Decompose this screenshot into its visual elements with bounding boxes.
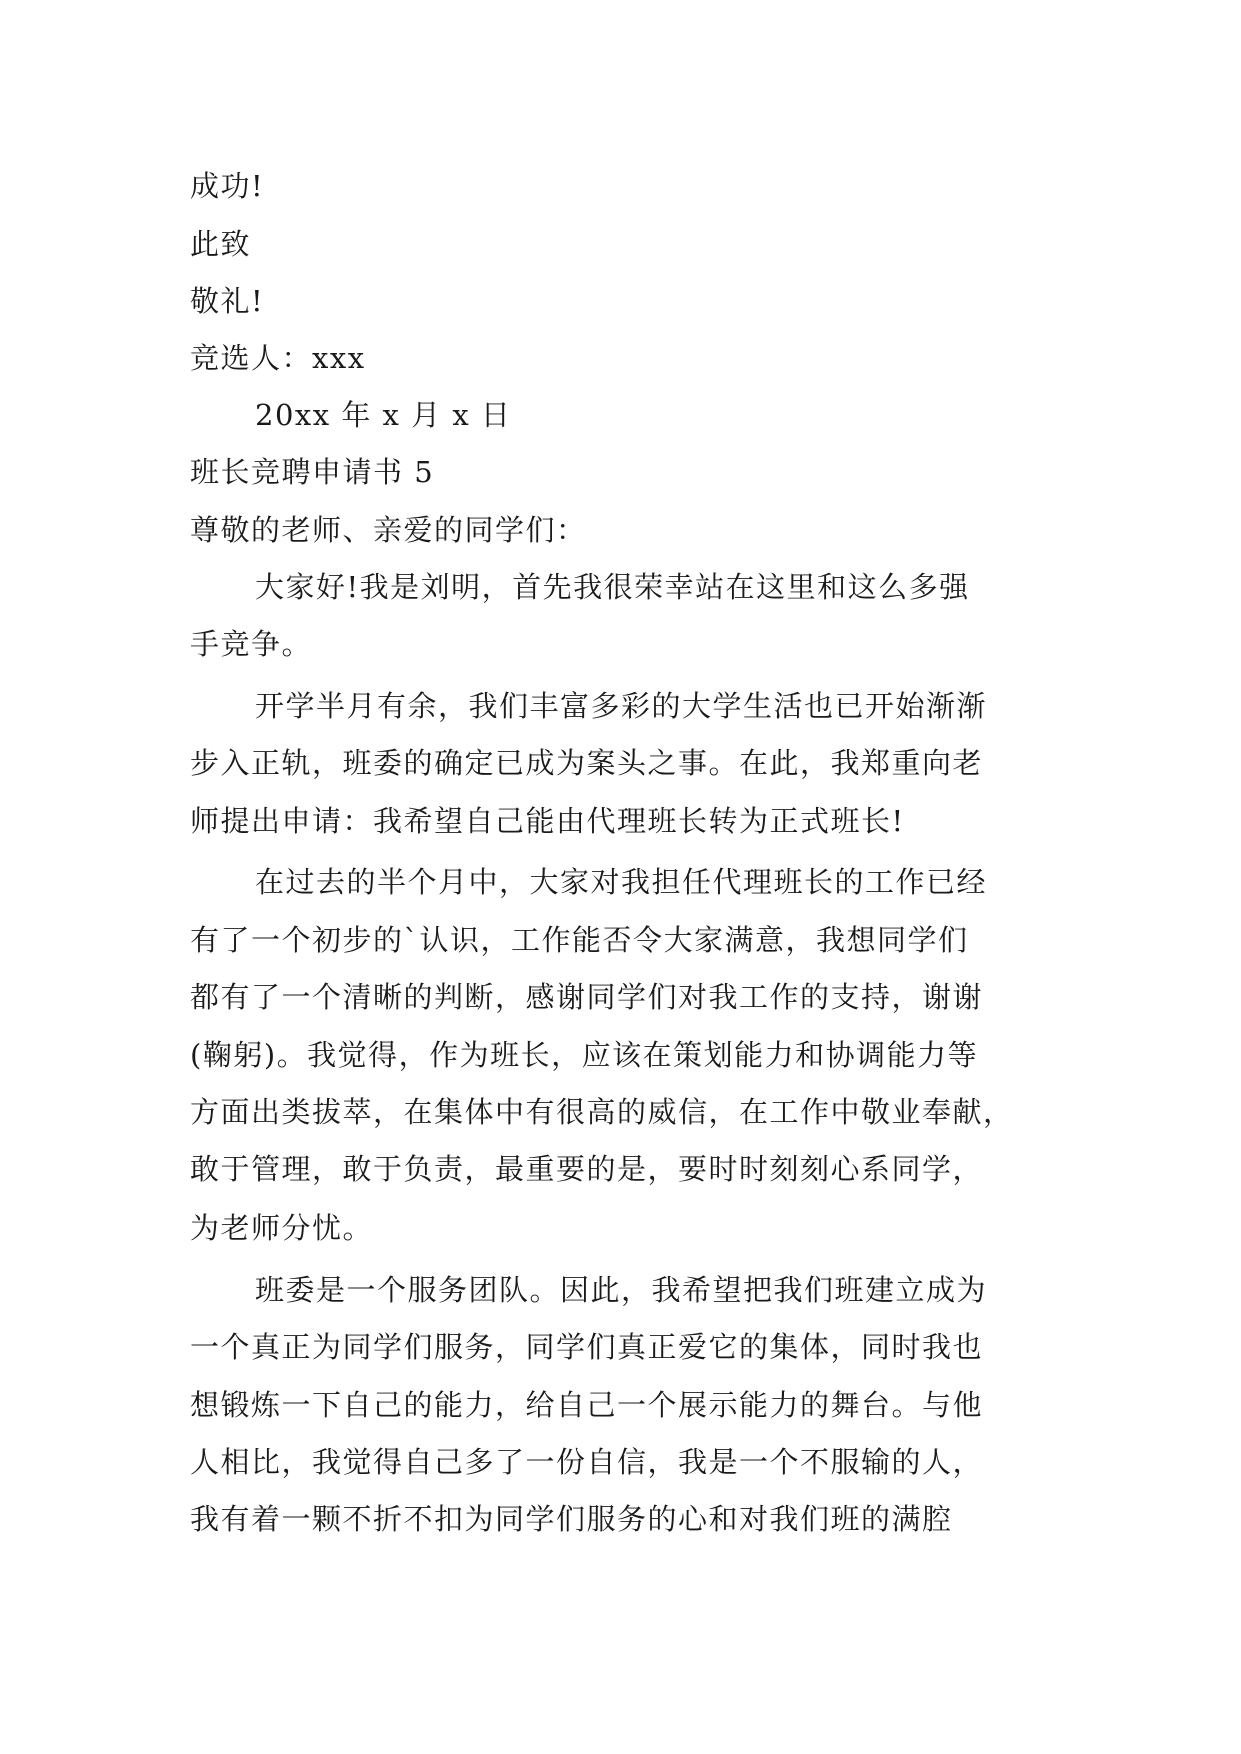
closing-line-success: 成功!: [190, 169, 265, 203]
closing-line-cizhi: 此致: [190, 227, 252, 261]
body-line: 为老师分忧。: [190, 1211, 374, 1245]
body-line: 有了一个初步的`认识，工作能否令大家满意，我想同学们: [190, 923, 969, 957]
body-line: 都有了一个清晰的判断，感谢同学们对我工作的支持，谢谢: [190, 980, 984, 1014]
body-line: 班委是一个服务团队。因此，我希望把我们班建立成为: [255, 1273, 988, 1307]
candidate-signature: 竞选人：xxx: [190, 341, 366, 375]
body-line: (鞠躬)。我觉得，作为班长，应该在策划能力和协调能力等: [190, 1038, 979, 1072]
body-line: 大家好!我是刘明，首先我很荣幸站在这里和这么多强: [255, 570, 970, 604]
body-line: 师提出申请：我希望自己能由代理班长转为正式班长!: [190, 804, 905, 838]
body-line: 我有着一颗不折不扣为同学们服务的心和对我们班的满腔: [190, 1502, 953, 1536]
salutation: 尊敬的老师、亲爱的同学们：: [190, 513, 587, 547]
body-line: 方面出类拔萃，在集体中有很高的威信，在工作中敬业奉献，: [190, 1095, 1014, 1129]
body-line: 手竞争。: [190, 627, 313, 661]
body-line: 敢于管理，敢于负责，最重要的是，要时时刻刻心系同学，: [190, 1152, 984, 1186]
body-line: 人相比，我觉得自己多了一份自信，我是一个不服输的人，: [190, 1445, 984, 1479]
closing-line-jingli: 敬礼!: [190, 284, 265, 318]
document-title: 班长竞聘申请书 5: [190, 455, 435, 489]
body-line: 开学半月有余，我们丰富多彩的大学生活也已开始渐渐: [255, 689, 988, 723]
body-line: 步入正轨，班委的确定已成为案头之事。在此，我郑重向老: [190, 746, 984, 780]
body-line: 一个真正为同学们服务，同学们真正爱它的集体，同时我也: [190, 1330, 984, 1364]
body-line: 想锻炼一下自己的能力，给自己一个展示能力的舞台。与他: [190, 1388, 984, 1422]
body-line: 在过去的半个月中，大家对我担任代理班长的工作已经: [255, 865, 988, 899]
document-date: 20xx 年 x 月 x 日: [255, 398, 512, 432]
